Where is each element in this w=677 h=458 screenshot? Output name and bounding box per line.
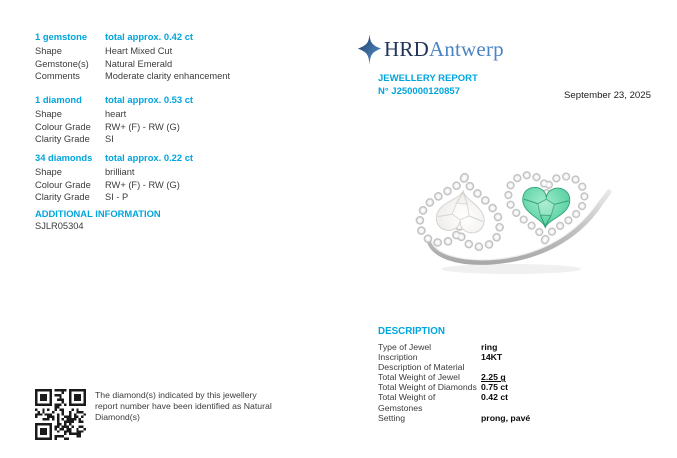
report-date: September 23, 2025	[564, 90, 651, 101]
section-header	[35, 30, 345, 43]
spec-row	[35, 108, 345, 121]
description-label: Total Weight of Diamonds	[378, 382, 477, 393]
spec-row	[35, 45, 345, 58]
spec-label: Comments	[35, 71, 80, 81]
spec-label: Clarity Grade	[35, 192, 90, 202]
spec-value: Moderate clarity enhancement	[105, 71, 231, 81]
section-total-carat: total approx. 0.42 ct	[105, 31, 194, 42]
qr-code-icon	[35, 389, 86, 440]
spec-value: Heart Mixed Cut	[105, 46, 173, 56]
section-total-carat: total approx. 0.22 ct	[105, 152, 194, 163]
description-value: 0.75 ct	[481, 382, 509, 393]
report-title-block	[378, 73, 478, 98]
spec-label: Colour Grade	[35, 179, 91, 190]
side-diamonds-section	[35, 151, 345, 204]
description-row	[378, 413, 648, 423]
spec-value: RW+ (F) - RW (G)	[105, 179, 180, 190]
description-label: Total Weight of Jewel	[378, 372, 460, 383]
spec-label: Colour Grade	[35, 121, 91, 132]
natural-diamond-note: The diamond(s) indicated by this jewellery report number have been identified as Natural Diamond(s)	[95, 390, 272, 422]
section-header	[35, 93, 345, 106]
section-heading: 1 gemstone	[35, 31, 88, 42]
description-row	[378, 372, 648, 382]
description-section	[378, 325, 648, 423]
additional-information	[35, 208, 161, 232]
ring-illustration	[403, 156, 628, 281]
description-row	[378, 352, 648, 362]
spec-label: Gemstone(s)	[35, 58, 89, 69]
spec-row	[35, 121, 345, 134]
spec-row	[35, 191, 345, 204]
spec-value: SI - P	[105, 192, 129, 202]
spec-label: Shape	[35, 109, 62, 119]
description-label: Type of Jewel	[378, 342, 432, 352]
section-heading: 34 diamonds	[35, 152, 93, 163]
description-label: Description of Material	[378, 362, 465, 373]
spec-row	[35, 166, 345, 179]
description-label: Total Weight of Gemstones	[378, 392, 436, 413]
description-value: 0.42 ct	[481, 392, 509, 403]
section-heading: 1 diamond	[35, 94, 82, 105]
center-diamond-section	[35, 93, 345, 146]
description-row	[378, 382, 648, 392]
description-heading: DESCRIPTION	[378, 326, 445, 337]
jewel-photo	[403, 156, 628, 281]
spec-value: Natural Emerald	[105, 58, 173, 69]
additional-information-heading: ADDITIONAL INFORMATION	[35, 208, 161, 219]
gemstone-section	[35, 30, 345, 83]
logo-hrd: HRD	[384, 37, 429, 61]
spec-row	[35, 58, 345, 71]
spec-label: Shape	[35, 46, 62, 56]
description-row	[378, 362, 648, 372]
spec-row	[35, 70, 345, 83]
description-label: Inscription	[378, 352, 418, 363]
report-number: N° J250000120857	[378, 85, 460, 97]
description-row	[378, 342, 648, 352]
description-value: prong, pavé	[481, 412, 531, 423]
spec-label: Shape	[35, 167, 62, 177]
additional-information-reference: SJLR05304	[35, 221, 84, 231]
spec-value: RW+ (F) - RW (G)	[105, 121, 180, 132]
spec-value: SI	[105, 134, 114, 144]
report-title: JEWELLERY REPORT	[378, 73, 478, 84]
description-value: 2.25 g	[481, 372, 506, 383]
spec-label: Clarity Grade	[35, 134, 90, 144]
description-label: Setting	[378, 412, 406, 423]
qr-code-svg	[35, 389, 86, 440]
sparkle-star-icon	[356, 34, 383, 65]
spec-row	[35, 133, 345, 146]
logo-wordmark	[384, 34, 504, 65]
description-row	[378, 392, 648, 412]
logo-antwerp: Antwerp	[428, 37, 504, 61]
spec-value: heart	[105, 109, 127, 119]
spec-row	[35, 179, 345, 192]
section-header	[35, 151, 345, 164]
hrd-antwerp-logo	[356, 34, 504, 65]
description-value: ring	[481, 342, 498, 352]
description-value: 14KT	[481, 352, 503, 363]
spec-value: brilliant	[105, 167, 135, 177]
section-total-carat: total approx. 0.53 ct	[105, 94, 194, 105]
